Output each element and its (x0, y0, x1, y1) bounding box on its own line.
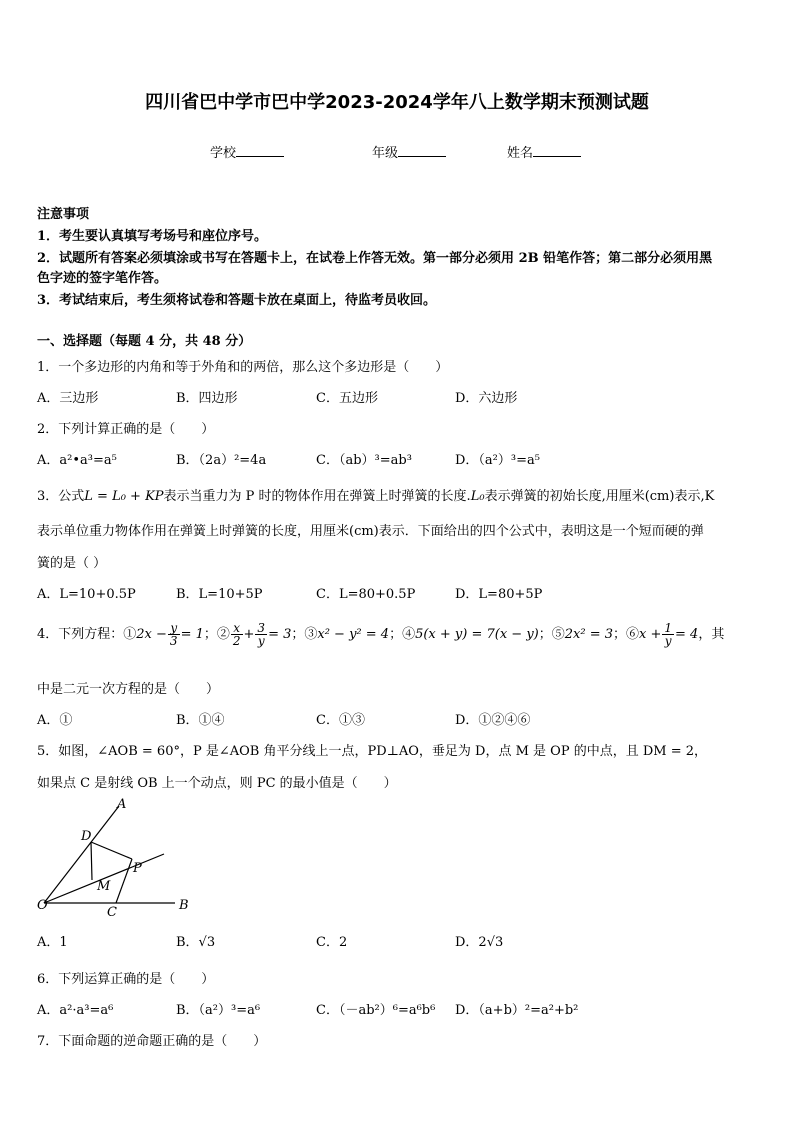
q5-line1: 5．如图，∠AOB = 60°，P 是∠AOB 角平分线上一点，PD⊥AO，垂足为 D，点 M 是 OP 的中点，且 DM = 2， (37, 744, 708, 759)
q4-option-a[interactable]: A．① (37, 713, 73, 728)
grade-blank[interactable] (398, 144, 446, 157)
q3-prefix: 3．公式 (37, 489, 85, 504)
school-label: 学校 (210, 146, 237, 161)
q4-line2: 中是二元一次方程的是（ ） (37, 682, 220, 697)
q4-sep5: ；⑤ (538, 627, 565, 642)
label-d: D (81, 829, 92, 844)
note-item: 3．考试结束后，考生须将试卷和答题卡放在桌面上，待监考员收回。 (37, 293, 437, 308)
note-item: 色字迹的签字笔作答。 (37, 271, 168, 286)
label-a: A (117, 797, 127, 812)
note-item: 1．考生要认真填写考场号和座位序号。 (37, 229, 268, 244)
q3-option-c[interactable]: C．L=80+0.5P (316, 587, 416, 602)
q4-eq1-num: y (168, 622, 180, 635)
exam-title: 四川省巴中学市巴中学2023-2024学年八上数学期末预测试题 (145, 92, 649, 113)
q4-eq2-b: = 3 (268, 627, 292, 642)
q7-stem: 7．下面命题的逆命题正确的是（ ） (37, 1034, 267, 1049)
q4-eq6-num: 1 (664, 621, 673, 635)
q5-figure (30, 792, 200, 920)
q3-option-b[interactable]: B．L=10+5P (176, 587, 263, 602)
label-o: O (37, 898, 48, 913)
label-p: P (133, 861, 142, 876)
q4-eq6-b: = 4 (675, 627, 699, 642)
q4-eq6-den: y (664, 634, 672, 648)
q4-eq2-den1: 2 (232, 634, 241, 648)
q3-formula: L = L₀ + KP (84, 489, 164, 504)
q3-line1 (37, 485, 714, 504)
q5-option-d[interactable]: D．2√3 (455, 935, 504, 950)
q4-eq2-den2: y (257, 634, 265, 648)
name-field[interactable] (507, 142, 581, 161)
name-blank[interactable] (533, 144, 581, 157)
q2-option-b[interactable]: B．（2a）²=4a (176, 453, 267, 468)
q4-eq6-a: x + (639, 627, 662, 642)
q1-option-b[interactable]: B．四边形 (176, 391, 238, 406)
q1-option-d[interactable]: D．六边形 (455, 391, 518, 406)
q4-prefix: 4．下列方程：① (37, 627, 137, 642)
grade-field[interactable] (372, 142, 446, 161)
q4-eq2-num2: 3 (257, 621, 266, 635)
grade-label: 年级 (372, 146, 399, 161)
q5-option-a[interactable]: A．1 (37, 935, 68, 950)
q4-eq1-den: 3 (169, 634, 178, 648)
q3-option-d[interactable]: D．L=80+5P (455, 587, 543, 602)
segment-dp (91, 842, 132, 859)
q5-option-c[interactable]: C．2 (316, 935, 348, 950)
school-field[interactable] (210, 142, 284, 161)
q4-eq1-a: 2x − (136, 627, 167, 642)
q2-option-a[interactable]: A．a²•a³=a⁵ (37, 453, 117, 468)
q2-stem: 2．下列计算正确的是（ ） (37, 422, 215, 437)
q4-option-c[interactable]: C．①③ (316, 713, 365, 728)
q4-eq5: 2x² = 3 (564, 627, 613, 642)
q3-line2: 表示单位重力物体作用在弹簧上时弹簧的长度，用厘米(cm)表示．下面给出的四个公式中，表明这是一个短而硬的弹 (37, 524, 704, 539)
q4-line1 (37, 622, 724, 647)
q6-option-a[interactable]: A．a²·a³=a⁶ (37, 1003, 114, 1018)
q1-stem: 1．一个多边形的内角和等于外角和的两倍，那么这个多边形是（ ） (37, 360, 449, 375)
label-m: M (97, 879, 111, 894)
segment-dm (91, 842, 92, 880)
q6-option-c[interactable]: C．（－ab²）⁶=a⁶b⁶ (316, 1003, 436, 1018)
q3-option-a[interactable]: A．L=10+0.5P (37, 587, 136, 602)
q4-option-b[interactable]: B．①④ (176, 713, 225, 728)
segment-pc (116, 859, 132, 903)
q4-eq6-frac (662, 622, 674, 647)
q4-eq3: x² − y² = 4 (317, 627, 390, 642)
q1-option-c[interactable]: C．五边形 (316, 391, 378, 406)
q6-option-b[interactable]: B．（a²）³=a⁶ (176, 1003, 261, 1018)
q2-option-d[interactable]: D．（a²）³=a⁵ (455, 453, 540, 468)
q4-eq1-b: = 1 (180, 627, 204, 642)
q4-eq2-frac2 (255, 622, 267, 647)
q4-eq1-frac (168, 622, 180, 647)
q4-eq2-plus: + (243, 627, 255, 642)
q4-eq4: 5(x + y) = 7(x − y) (415, 627, 539, 642)
q4-sep2: ；② (203, 627, 230, 642)
q1-option-a[interactable]: A．三边形 (37, 391, 99, 406)
q3-l0: L₀ (470, 489, 485, 504)
q4-eq2-num1: x (231, 622, 243, 635)
note-item: 2．试题所有答案必须填涂或书写在答题卡上，在试卷上作答无效。第一部分必须用 2B 铅笔作答；第二部分必须用黑 (37, 251, 713, 266)
q5-option-b[interactable]: B．√3 (176, 935, 216, 950)
notes-heading: 注意事项 (37, 207, 90, 222)
q5-line2: 如果点 C 是射线 OB 上一个动点，则 PC 的最小值是（ ） (37, 776, 397, 791)
q3-line3: 簧的是（ ） (37, 556, 107, 571)
label-c: C (107, 905, 117, 920)
q2-option-c[interactable]: C．（ab）³=ab³ (316, 453, 412, 468)
q4-sep4: ；④ (389, 627, 416, 642)
school-blank[interactable] (236, 144, 284, 157)
name-label: 姓名 (507, 146, 534, 161)
section-heading: 一、选择题（每题 4 分，共 48 分） (37, 334, 252, 349)
q4-sep3: ；③ (291, 627, 318, 642)
q6-option-d[interactable]: D．（a+b）²=a²+b² (455, 1003, 579, 1018)
q3-text1: 表示当重力为 P 时的物体作用在弹簧上时弹簧的长度. (163, 489, 471, 504)
q4-sep6: ；⑥ (613, 627, 640, 642)
q3-text2: 表示弹簧的初始长度,用厘米(cm)表示,K (484, 489, 715, 504)
q4-suffix: ，其 (698, 627, 725, 642)
q6-stem: 6．下列运算正确的是（ ） (37, 972, 215, 987)
label-b: B (179, 898, 189, 913)
q4-option-d[interactable]: D．①②④⑥ (455, 713, 531, 728)
q4-eq2-frac1 (231, 622, 243, 647)
